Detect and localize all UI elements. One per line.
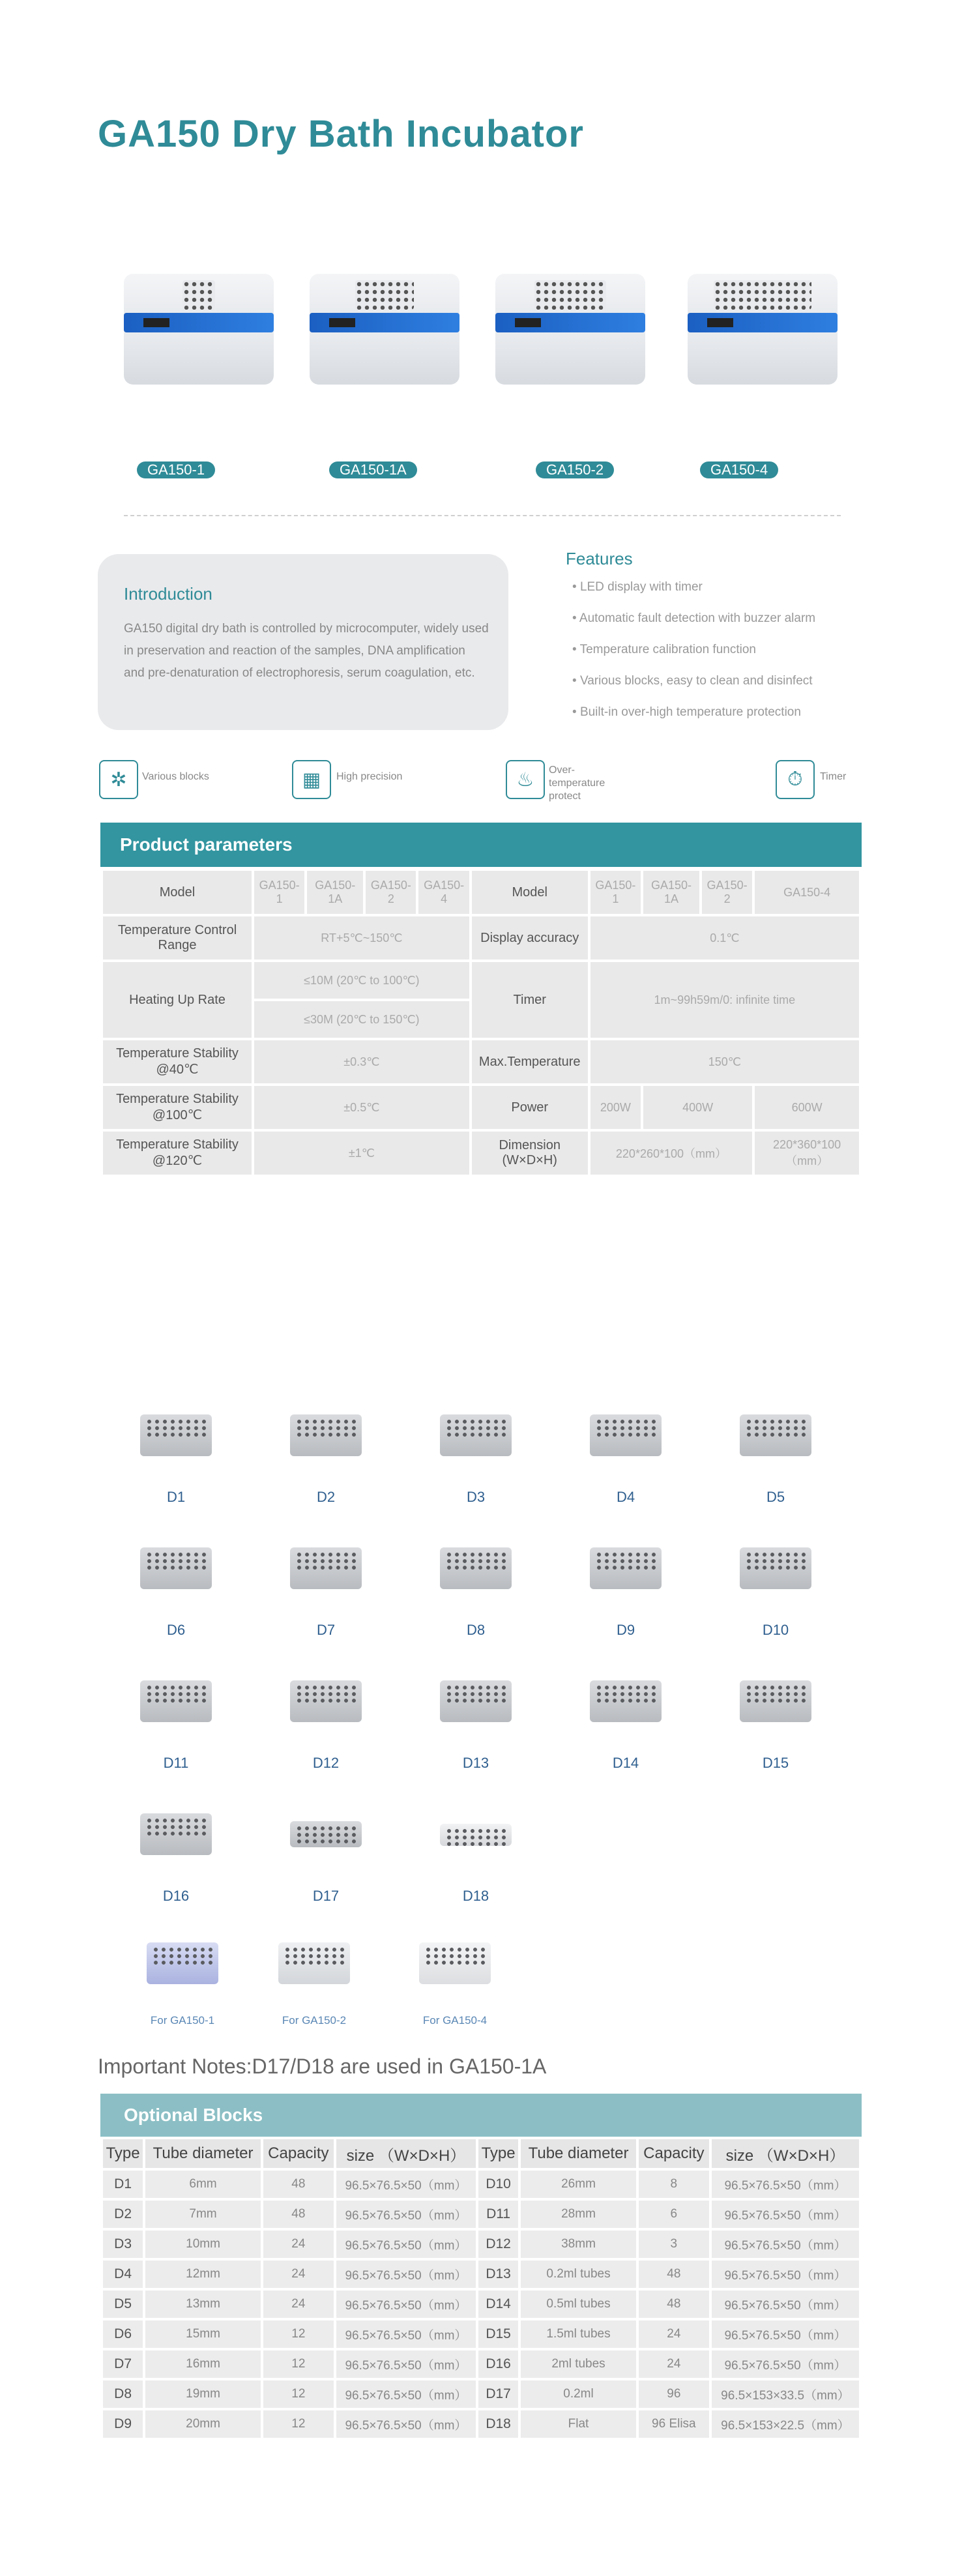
table-cell: Power <box>472 1086 588 1129</box>
block-image <box>590 1547 662 1589</box>
table-cell: Temperature Stability @40℃ <box>103 1040 252 1083</box>
table-cell: D5 <box>103 2291 143 2318</box>
block-item: D17 <box>280 1813 372 1905</box>
block-item: D2 <box>280 1414 372 1506</box>
table-cell: 96.5×76.5×50（mm） <box>336 2380 476 2408</box>
introduction-text: GA150 digital dry bath is controlled by microcomputer, widely used in preservation and reaction of the samples, DNA amplification and pre-denaturation of electrophoresis, serum coagulation, etc. <box>124 622 489 680</box>
block-item: D6 <box>130 1547 222 1639</box>
table-cell: 96.5×76.5×50（mm） <box>712 2291 859 2318</box>
table-cell: 96.5×76.5×50（mm） <box>712 2231 859 2258</box>
block-item: D1 <box>130 1414 222 1506</box>
table-cell: D8 <box>103 2380 143 2408</box>
table-cell: 20mm <box>145 2410 261 2438</box>
column-header: Capacity <box>639 2139 709 2168</box>
product-image-ga150-2 <box>476 261 658 417</box>
table-cell: 12 <box>263 2380 334 2408</box>
introduction-heading: Introduction <box>124 584 212 604</box>
block-item: D10 <box>730 1547 821 1639</box>
block-item: D14 <box>580 1680 671 1772</box>
table-cell: 48 <box>263 2201 334 2228</box>
table-cell: 24 <box>639 2350 709 2378</box>
table-row <box>103 2291 859 2318</box>
block-item: D15 <box>730 1680 821 1772</box>
block-image <box>590 1680 662 1722</box>
table-cell: GA150-1 <box>254 871 304 914</box>
table-cell: 96 Elisa <box>639 2410 709 2438</box>
params-table <box>100 868 862 1177</box>
table-row <box>103 2350 859 2378</box>
table-cell: D13 <box>478 2261 518 2288</box>
table-cell: D2 <box>103 2201 143 2228</box>
table-cell: 96.5×76.5×50（mm） <box>336 2350 476 2378</box>
flame-icon: ♨ <box>506 760 545 799</box>
table-cell: Max.Temperature <box>472 1040 588 1083</box>
block-item: D5 <box>730 1414 821 1506</box>
block-image <box>440 1414 512 1456</box>
table-cell: GA150-4 <box>418 871 469 914</box>
table-cell: 3 <box>639 2231 709 2258</box>
block-image <box>740 1680 811 1722</box>
icon-label: Over-temperature protect <box>549 765 605 802</box>
table-cell: 7mm <box>145 2201 261 2228</box>
block-image <box>440 1680 512 1722</box>
table-cell: 96.5×153×33.5（mm） <box>712 2380 859 2408</box>
feature-item: • Various blocks, easy to clean and disinfect <box>572 674 813 688</box>
column-header: size （W×D×H） <box>712 2139 859 2168</box>
table-cell: ≤10M (20℃ to 100℃) <box>254 962 469 999</box>
important-notes: Important Notes:D17/D18 are used in GA150-1A <box>98 2055 547 2078</box>
table-cell: 12 <box>263 2350 334 2378</box>
table-cell: 150℃ <box>590 1040 859 1083</box>
table-cell: 96.5×76.5×50（mm） <box>336 2261 476 2288</box>
table-row <box>103 2201 859 2228</box>
feature-item: • LED display with timer <box>572 580 703 594</box>
block-item: D9 <box>580 1547 671 1639</box>
table-cell: GA150-2 <box>702 871 752 914</box>
block-item: D12 <box>280 1680 372 1772</box>
product-label-ga150-1: GA150-1 <box>137 461 215 478</box>
column-header: Tube diameter <box>145 2139 261 2168</box>
table-cell: 12 <box>263 2320 334 2348</box>
table-cell: 96.5×76.5×50（mm） <box>336 2231 476 2258</box>
table-cell: 10mm <box>145 2231 261 2258</box>
lid-item: For GA150-1 <box>137 1942 228 2027</box>
table-row <box>103 2231 859 2258</box>
table-cell: 0.5ml tubes <box>521 2291 636 2318</box>
table-cell: 2ml tubes <box>521 2350 636 2378</box>
timer-icon: ⏱ <box>776 760 815 799</box>
block-item: D16 <box>130 1813 222 1905</box>
table-cell: 200W <box>590 1086 641 1129</box>
table-cell: 48 <box>639 2261 709 2288</box>
table-cell: 96.5×76.5×50（mm） <box>336 2410 476 2438</box>
table-cell: GA150-2 <box>366 871 416 914</box>
table-cell: D4 <box>103 2261 143 2288</box>
block-image <box>290 1680 362 1722</box>
blocks-icon: ✲ <box>99 760 138 799</box>
table-cell: 96.5×76.5×50（mm） <box>712 2350 859 2378</box>
optional-blocks-heading: Optional Blocks <box>100 2094 862 2137</box>
block-image <box>740 1547 811 1589</box>
table-cell: ±0.3℃ <box>254 1040 469 1083</box>
table-cell: ±0.5℃ <box>254 1086 469 1129</box>
table-cell: 220*260*100（mm） <box>590 1132 752 1175</box>
table-cell: D3 <box>103 2231 143 2258</box>
table-cell: D1 <box>103 2171 143 2198</box>
table-cell: 15mm <box>145 2320 261 2348</box>
table-cell: 96.5×76.5×50（mm） <box>712 2201 859 2228</box>
table-cell: GA150-1 <box>590 871 641 914</box>
block-image <box>140 1414 212 1456</box>
table-cell: 96.5×76.5×50（mm） <box>712 2261 859 2288</box>
lid-image <box>278 1942 350 1984</box>
table-row <box>103 2261 859 2288</box>
table-cell: 96.5×76.5×50（mm） <box>712 2171 859 2198</box>
table-cell: Dimension (W×D×H) <box>472 1132 588 1175</box>
table-cell: D6 <box>103 2320 143 2348</box>
block-item: D13 <box>430 1680 521 1772</box>
table-cell: 26mm <box>521 2171 636 2198</box>
table-cell: 96.5×76.5×50（mm） <box>336 2171 476 2198</box>
table-cell: 400W <box>643 1086 752 1129</box>
table-cell: 28mm <box>521 2201 636 2228</box>
table-cell: D10 <box>478 2171 518 2198</box>
block-item: D7 <box>280 1547 372 1639</box>
table-cell: GA150-1A <box>643 871 699 914</box>
features-heading: Features <box>566 549 633 568</box>
block-item: D3 <box>430 1414 521 1506</box>
table-cell: 16mm <box>145 2350 261 2378</box>
block-image <box>140 1680 212 1722</box>
table-cell: Flat <box>521 2410 636 2438</box>
lid-item: For GA150-2 <box>269 1942 360 2027</box>
table-cell: 13mm <box>145 2291 261 2318</box>
lid-image <box>147 1942 218 1984</box>
table-cell: Temperature Stability @100℃ <box>103 1086 252 1129</box>
block-image <box>290 1547 362 1589</box>
block-image <box>290 1821 362 1847</box>
table-cell: 12 <box>263 2410 334 2438</box>
feature-item: • Automatic fault detection with buzzer alarm <box>572 611 816 625</box>
table-cell: D7 <box>103 2350 143 2378</box>
table-cell: 96.5×153×22.5（mm） <box>712 2410 859 2438</box>
table-cell: Heating Up Rate <box>103 962 252 1038</box>
table-cell: 48 <box>639 2291 709 2318</box>
table-cell: 1m~99h59m/0: infinite time <box>590 962 859 1038</box>
table-cell: 96.5×76.5×50（mm） <box>712 2320 859 2348</box>
table-cell: D15 <box>478 2320 518 2348</box>
icon-label: High precision <box>336 771 403 782</box>
table-cell: 0.1℃ <box>590 916 859 959</box>
block-image <box>740 1414 811 1456</box>
table-row <box>103 2171 859 2198</box>
column-header: Tube diameter <box>521 2139 636 2168</box>
table-cell: ≤30M (20℃ to 150℃) <box>254 1001 469 1038</box>
block-image <box>290 1414 362 1456</box>
table-cell: Temperature Stability @120℃ <box>103 1132 252 1175</box>
product-label-ga150-2: GA150-2 <box>536 461 614 478</box>
table-cell: GA150-1A <box>307 871 363 914</box>
optional-blocks-table <box>100 2137 862 2440</box>
table-cell: 6mm <box>145 2171 261 2198</box>
table-cell: 48 <box>263 2171 334 2198</box>
block-item: D18 <box>430 1813 521 1905</box>
table-cell: Model <box>472 871 588 914</box>
table-cell: ±1℃ <box>254 1132 469 1175</box>
table-cell: 12mm <box>145 2261 261 2288</box>
product-label-ga150-1a: GA150-1A <box>329 461 417 478</box>
table-cell: RT+5℃~150℃ <box>254 916 469 959</box>
table-cell: D11 <box>478 2201 518 2228</box>
table-cell: Temperature Control Range <box>103 916 252 959</box>
feature-item: • Temperature calibration function <box>572 643 756 656</box>
page-title: GA150 Dry Bath Incubator <box>98 113 584 155</box>
table-cell: 24 <box>263 2231 334 2258</box>
product-label-ga150-4: GA150-4 <box>700 461 778 478</box>
table-cell: D18 <box>478 2410 518 2438</box>
table-cell: 96.5×76.5×50（mm） <box>336 2320 476 2348</box>
table-cell: Timer <box>472 962 588 1038</box>
table-cell: 0.2ml <box>521 2380 636 2408</box>
icon-label: Various blocks <box>142 771 209 782</box>
params-heading: Product parameters <box>100 823 862 867</box>
table-cell: D16 <box>478 2350 518 2378</box>
block-image <box>440 1547 512 1589</box>
table-cell: 0.2ml tubes <box>521 2261 636 2288</box>
table-cell: 96.5×76.5×50（mm） <box>336 2291 476 2318</box>
table-cell: 96 <box>639 2380 709 2408</box>
block-image <box>140 1813 212 1855</box>
table-cell: D14 <box>478 2291 518 2318</box>
icon-label: Timer <box>820 771 847 782</box>
column-header: Capacity <box>263 2139 334 2168</box>
product-image-ga150-1 <box>104 261 287 417</box>
table-row <box>103 2380 859 2408</box>
table-cell: GA150-4 <box>755 871 859 914</box>
column-header: size （W×D×H） <box>336 2139 476 2168</box>
table-cell: 24 <box>263 2291 334 2318</box>
lid-image <box>419 1942 491 1984</box>
table-cell: D12 <box>478 2231 518 2258</box>
block-item: D4 <box>580 1414 671 1506</box>
table-cell: 19mm <box>145 2380 261 2408</box>
table-cell: D17 <box>478 2380 518 2408</box>
block-item: D8 <box>430 1547 521 1639</box>
table-cell: 6 <box>639 2201 709 2228</box>
table-cell: Model <box>103 871 252 914</box>
table-cell: 8 <box>639 2171 709 2198</box>
block-item: D11 <box>130 1680 222 1772</box>
block-image <box>590 1414 662 1456</box>
product-image-ga150-4 <box>668 261 851 417</box>
column-header: Type <box>478 2139 518 2168</box>
table-cell: 96.5×76.5×50（mm） <box>336 2201 476 2228</box>
feature-item: • Built-in over-high temperature protection <box>572 705 801 719</box>
table-row <box>103 2320 859 2348</box>
table-cell: 38mm <box>521 2231 636 2258</box>
table-cell: 220*360*100（mm） <box>755 1132 859 1175</box>
product-image-ga150-1a <box>290 261 473 417</box>
precision-icon: ▦ <box>292 760 331 799</box>
table-cell: Display accuracy <box>472 916 588 959</box>
divider <box>124 515 841 516</box>
table-cell: 1.5ml tubes <box>521 2320 636 2348</box>
table-row <box>103 2410 859 2438</box>
table-cell: D9 <box>103 2410 143 2438</box>
table-cell: 24 <box>639 2320 709 2348</box>
table-cell: 600W <box>755 1086 859 1129</box>
table-cell: 24 <box>263 2261 334 2288</box>
lid-item: For GA150-4 <box>409 1942 501 2027</box>
column-header: Type <box>103 2139 143 2168</box>
block-image <box>140 1547 212 1589</box>
block-image <box>440 1824 512 1846</box>
